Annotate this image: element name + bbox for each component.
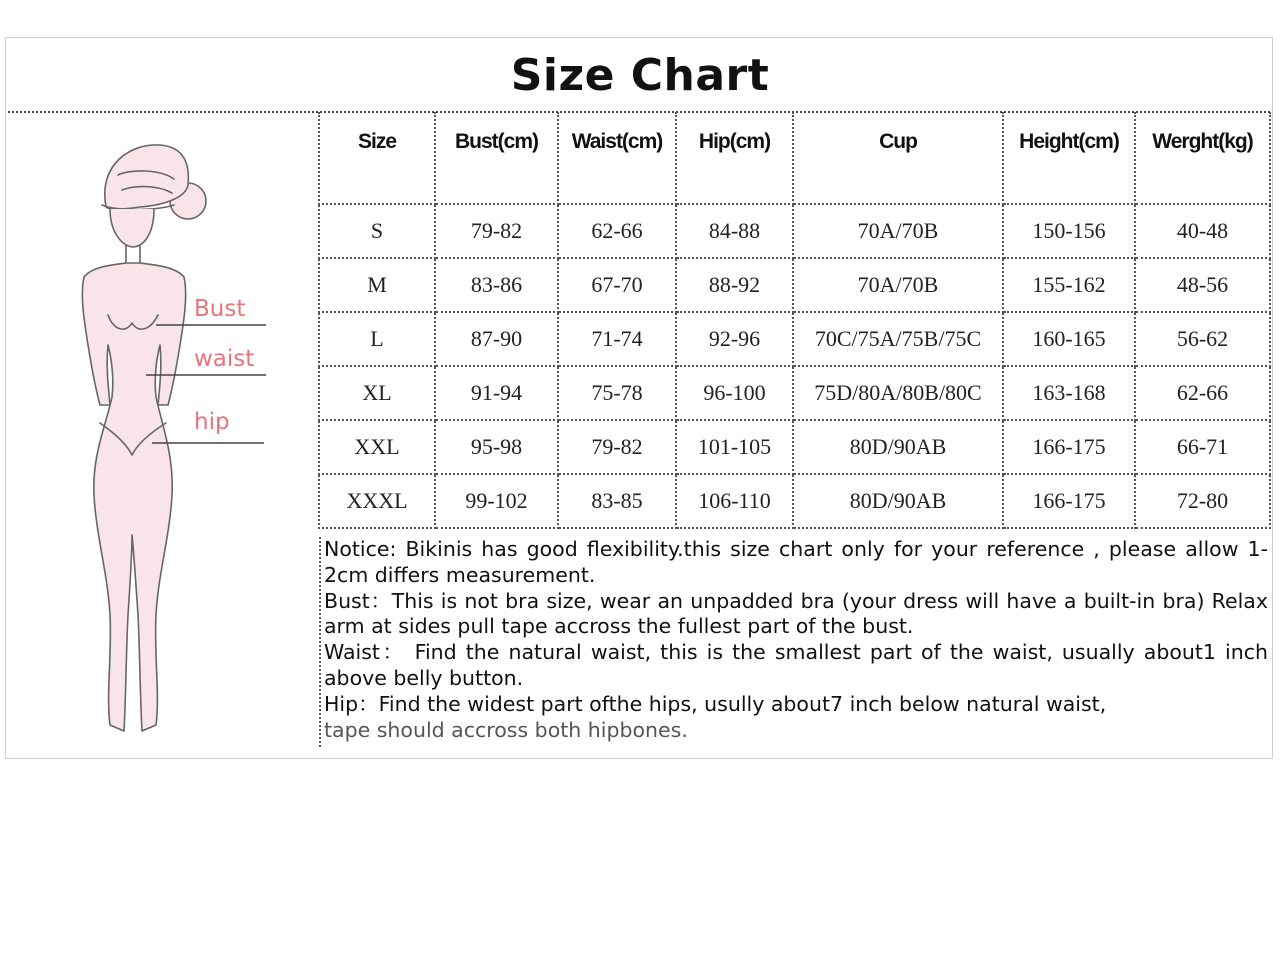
cell-hip: 96-100	[676, 366, 793, 420]
cell-height: 160-165	[1003, 312, 1135, 366]
cell-height: 166-175	[1003, 420, 1135, 474]
cell-hip: 101-105	[676, 420, 793, 474]
body-figure	[70, 135, 310, 745]
measurement-notes	[324, 537, 1268, 743]
face-shape	[110, 209, 154, 247]
cell-waist: 75-78	[558, 366, 676, 420]
cell-size: XXL	[319, 420, 435, 474]
cell-cup: 70C/75A/75B/75C	[793, 312, 1003, 366]
bust-label: Bust	[194, 296, 246, 322]
cell-size: L	[319, 312, 435, 366]
cell-bust: 83-86	[435, 258, 558, 312]
header-size: Size	[319, 112, 435, 204]
cell-size: XL	[319, 366, 435, 420]
cell-bust: 99-102	[435, 474, 558, 528]
hip-note: Hip：Find the widest part ofthe hips, usully about7 inch below natural waist,	[324, 691, 1107, 716]
page-title: Size Chart	[510, 50, 770, 101]
waist-note: Waist： Find the natural waist, this is the smallest part of the waist, usually about1 inch above belly button.	[324, 640, 1268, 690]
cell-size: XXXL	[319, 474, 435, 528]
header-height: Height(cm)	[1003, 112, 1135, 204]
table-row	[319, 312, 1270, 366]
table-row	[319, 204, 1270, 258]
notice-text: Notice: Bikinis has good flexibility.this size chart only for your reference , please allow 1-2cm differs measurement.	[324, 537, 1268, 587]
waist-label: waist	[194, 346, 255, 372]
table-row	[319, 366, 1270, 420]
header-waist: Waist(cm)	[558, 112, 676, 204]
cell-weight: 72-80	[1135, 474, 1270, 528]
cell-size: S	[319, 204, 435, 258]
table-row	[319, 474, 1270, 528]
cell-weight: 40-48	[1135, 204, 1270, 258]
cell-cup: 70A/70B	[793, 258, 1003, 312]
cell-bust: 95-98	[435, 420, 558, 474]
table-row	[319, 258, 1270, 312]
header-cup: Cup	[793, 112, 1003, 204]
cell-waist: 67-70	[558, 258, 676, 312]
cell-weight: 48-56	[1135, 258, 1270, 312]
cell-weight: 66-71	[1135, 420, 1270, 474]
cell-height: 166-175	[1003, 474, 1135, 528]
table-row	[319, 420, 1270, 474]
bust-note: Bust：This is not bra size, wear an unpadded bra (your dress will have a built-in bra) Relax arm at sides pull tape accross the fullest part of the bust.	[324, 588, 1268, 639]
cell-height: 150-156	[1003, 204, 1135, 258]
cell-bust: 87-90	[435, 312, 558, 366]
cell-cup: 80D/90AB	[793, 474, 1003, 528]
cell-height: 155-162	[1003, 258, 1135, 312]
cell-cup: 80D/90AB	[793, 420, 1003, 474]
cell-bust: 79-82	[435, 204, 558, 258]
table-header-row	[319, 112, 1270, 204]
cell-cup: 70A/70B	[793, 204, 1003, 258]
cell-waist: 71-74	[558, 312, 676, 366]
hip-note-tail: tape should accross both hipbones.	[324, 717, 688, 742]
cell-weight: 62-66	[1135, 366, 1270, 420]
cell-size: M	[319, 258, 435, 312]
cell-weight: 56-62	[1135, 312, 1270, 366]
cell-hip: 106-110	[676, 474, 793, 528]
header-weight: Werght(kg)	[1135, 112, 1270, 204]
hip-label: hip	[194, 409, 230, 435]
notes-divider	[319, 537, 321, 747]
cell-hip: 88-92	[676, 258, 793, 312]
cell-waist: 62-66	[558, 204, 676, 258]
body-figure-illustration	[70, 135, 310, 745]
cell-waist: 79-82	[558, 420, 676, 474]
body-shape	[82, 263, 185, 731]
cell-waist: 83-85	[558, 474, 676, 528]
cell-height: 163-168	[1003, 366, 1135, 420]
header-hip: Hip(cm)	[676, 112, 793, 204]
cell-bust: 91-94	[435, 366, 558, 420]
cell-hip: 84-88	[676, 204, 793, 258]
header-bust: Bust(cm)	[435, 112, 558, 204]
cell-hip: 92-96	[676, 312, 793, 366]
size-table	[318, 112, 1271, 529]
cell-cup: 75D/80A/80B/80C	[793, 366, 1003, 420]
